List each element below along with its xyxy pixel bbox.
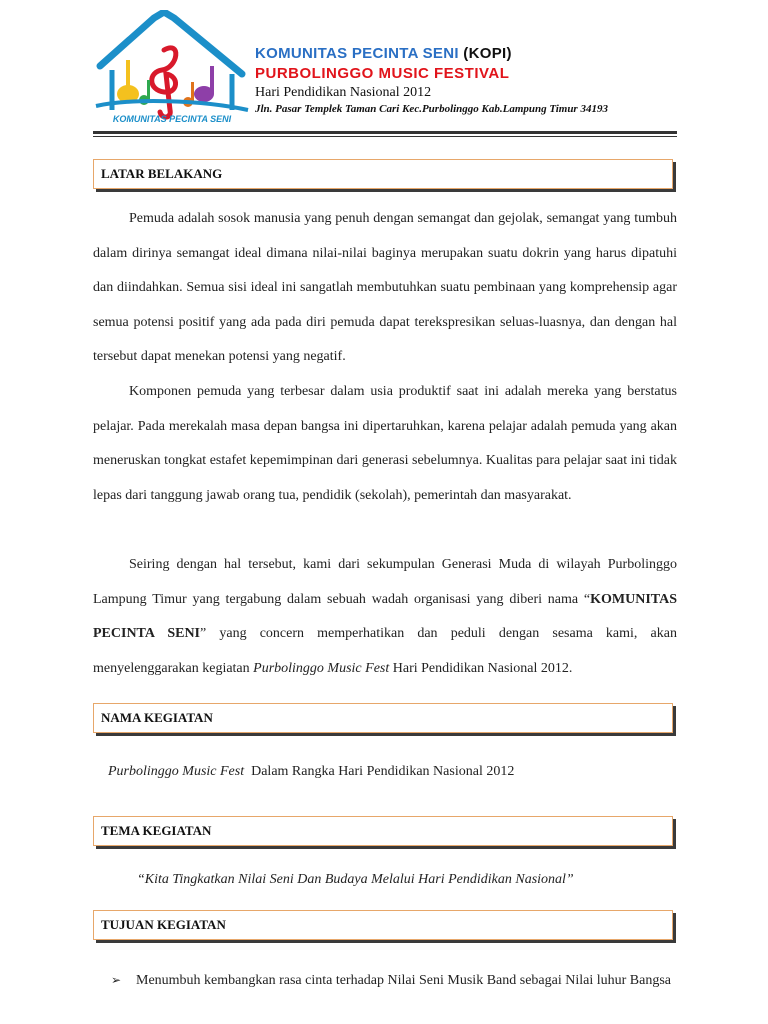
- header-rule-thick: [93, 131, 677, 134]
- org-name: KOMUNITAS PECINTA SENI: [255, 45, 459, 62]
- org-abbr: (KOPI): [463, 45, 512, 62]
- event-name-line: [108, 764, 514, 780]
- header-rule-thin: [93, 136, 677, 137]
- community-logo: [92, 10, 252, 128]
- paragraph-3: [93, 548, 677, 686]
- occasion: Hari Pendidikan Nasional 2012: [255, 85, 432, 100]
- section-heading-tema: [93, 816, 673, 846]
- paragraph-3-text: Seiring dengan hal tersebut, kami dari sekumpulan Generasi Muda di wilayah Purbolinggo Lampung Timur yang tergabung dalam sebuah wadah organisasi yang diberi nama “: [93, 557, 677, 607]
- section-title: TUJUAN KEGIATAN: [101, 917, 226, 932]
- org-name-inline: KOMUNITAS PECINTA SENI: [93, 591, 677, 642]
- org-line: [255, 44, 608, 64]
- section-heading-tujuan: [93, 910, 673, 940]
- section-heading-nama: [93, 703, 673, 733]
- section-title: LATAR BELAKANG: [101, 166, 223, 181]
- event-name: PURBOLINGGO MUSIC FESTIVAL: [255, 65, 510, 82]
- theme-text: “Kita Tingkatkan Nilai Seni Dan Budaya Melalui Hari Pendidikan Nasional”: [137, 872, 574, 887]
- address: Jln. Pasar Templek Taman Cari Kec.Purbolinggo Kab.Lampung Timur 34193: [255, 103, 608, 115]
- section-title: NAMA KEGIATAN: [101, 710, 213, 725]
- paragraph-3-text: Hari Pendidikan Nasional 2012.: [389, 660, 573, 676]
- event-name-rest: Dalam Rangka Hari Pendidikan Nasional 2012: [244, 764, 515, 779]
- arrow-bullet-icon: ➢: [111, 973, 122, 987]
- list-item-text: Menumbuh kembangkan rasa cinta terhadap Nilai Seni Musik Band sebagai Nilai luhur Bangsa: [136, 973, 671, 988]
- event-name-inline: Purbolinggo Music Fest: [253, 660, 390, 676]
- event-name-italic: Purbolinggo Music Fest: [108, 764, 245, 779]
- section-title: TEMA KEGIATAN: [101, 823, 212, 838]
- letterhead: [255, 44, 608, 118]
- logo-text: KOMUNITAS PECINTA SENI: [112, 114, 232, 124]
- list-item: [111, 966, 677, 995]
- paragraph-1: Pemuda adalah sosok manusia yang penuh dengan semangat dan gejolak, semangat yang tumbuh dalam dirinya semangat ideal dimana nilai-nilai baginya merupakan suatu dokrin yang harus dipatuhi dan diindahkan. Semua sisi ideal ini sangatlah membutuhkan suatu pembinaan yang komprehensip agar semua potensi positif yang ada pada diri pemuda dapat terekspresikan seluas-luasnya, dan dengan hal tersebut dapat menekan potensi yang negatif.: [93, 211, 677, 365]
- section-heading-latar: [93, 159, 673, 189]
- paragraph-3-text: ” yang concern memperhatikan dan peduli dengan sesama kami, akan menyelenggarakan kegiatan: [93, 626, 677, 676]
- paragraph-2: Komponen pemuda yang terbesar dalam usia produktif saat ini adalah mereka yang berstatus pelajar. Pada merekalah masa depan bangsa ini dipertaruhkan, karena pelajar adalah pemuda yang akan meneruskan tongkat estafet kepemimpinan dari generasi sebelumnya. Kualitas para pelajar saat ini tidak lepas dari tanggung jawab orang tua, pendidik (sekolah), pemerintah dan masyarakat.: [93, 384, 677, 503]
